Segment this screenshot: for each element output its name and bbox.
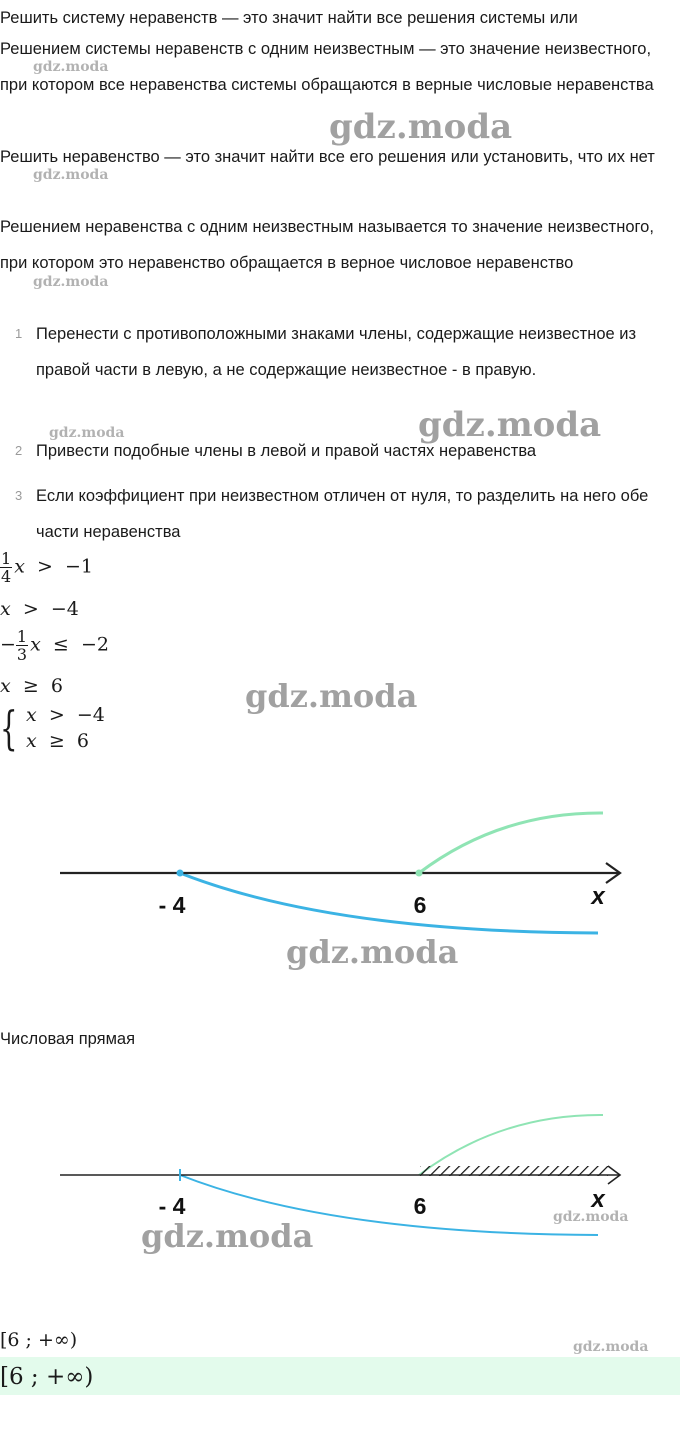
answer-text-highlighted: [6 ; +∞) (0, 1364, 94, 1390)
curly-brace-icon: { (0, 701, 18, 755)
system-row-1 (26, 704, 105, 726)
rhs: 6 (50, 675, 63, 697)
definition-inequality-solution: Решением неравенства с одним неизвестным называется то значение неизвестного, при котором это неравенство обращается в верное числовое неравенство (0, 218, 654, 272)
axis-label: x (591, 883, 605, 910)
watermark: gdz.moda (33, 59, 109, 75)
number-line-caption: Числовая прямая (0, 1030, 136, 1048)
point-marker-a (177, 870, 184, 877)
step-text: Если коэффициент при неизвестном отличен от нуля, то разделить на него обе части неравенства (36, 487, 649, 541)
watermark: gdz.moda (418, 405, 602, 445)
rhs: −1 (65, 555, 94, 578)
variable: x (26, 730, 37, 752)
point-marker-b (416, 870, 423, 877)
rhs: −4 (50, 598, 79, 620)
definition-system-solve: Решить систему неравенств — это значит найти все решения системы или (0, 9, 578, 27)
watermark: gdz.moda (33, 274, 109, 290)
variable: x (0, 675, 11, 697)
point-label-b: 6 (413, 1193, 427, 1219)
point-label-b: 6 (413, 892, 427, 918)
variable: x (0, 598, 11, 620)
answer-text: [6 ; +∞) (0, 1329, 78, 1351)
inequality-1 (0, 550, 93, 585)
numerator: 1 (1, 549, 12, 568)
variable: x (30, 633, 41, 656)
step-number: 2 (15, 443, 23, 458)
variable: x (14, 555, 25, 578)
number-line-diagram-2 (0, 1100, 680, 1250)
inequality-2 (0, 628, 109, 663)
relation: ≤ (52, 633, 69, 656)
step-text: Перенести с противоположными знаками члены, содержащие неизвестное из правой части в левую, а не содержащие неизвестное - в правую. (36, 325, 637, 379)
blue-arc (180, 873, 598, 933)
relation: > (22, 598, 39, 620)
watermark: gdz.moda (141, 1217, 314, 1255)
relation: > (37, 555, 53, 578)
watermark: gdz.moda (329, 107, 513, 147)
fraction (0, 550, 12, 585)
relation: > (48, 704, 65, 726)
denominator: 4 (1, 567, 12, 586)
sign: − (0, 633, 16, 656)
number-line-diagram-1 (0, 800, 680, 950)
watermark: gdz.moda (33, 167, 109, 183)
relation: ≥ (22, 675, 39, 697)
watermark: gdz.moda (553, 1209, 629, 1225)
green-arc (419, 813, 603, 873)
watermark: gdz.moda (49, 425, 125, 441)
axis-label: x (591, 1186, 605, 1213)
point-label-a: - 4 (158, 892, 186, 918)
rhs: −2 (80, 633, 109, 656)
relation: ≥ (48, 730, 65, 752)
numerator: 1 (16, 627, 28, 646)
system-row-2 (26, 730, 89, 752)
green-arc (419, 1115, 603, 1175)
variable: x (26, 704, 37, 726)
step-text: Привести подобные члены в левой и правой частях неравенства (36, 442, 537, 460)
step-number: 3 (15, 488, 23, 503)
watermark: gdz.moda (286, 933, 459, 971)
answer-highlight (0, 1357, 680, 1395)
inequality-1-result (0, 596, 79, 622)
point-label-a: - 4 (158, 1193, 186, 1219)
fraction (16, 628, 28, 663)
watermark: gdz.moda (573, 1339, 649, 1355)
definition-inequality-solve: Решить неравенство — это значит найти все его решения или установить, что их нет (0, 148, 655, 166)
watermark: gdz.moda (245, 677, 418, 715)
rhs: 6 (76, 730, 89, 752)
rhs: −4 (76, 704, 105, 726)
inequality-2-result (0, 673, 63, 699)
definition-system-solution: Решением системы неравенств с одним неизвестным — это значение неизвестного, при котором все неравенства системы обращаются в верные числовые неравенства (0, 40, 654, 94)
step-number: 1 (15, 326, 23, 341)
denominator: 3 (16, 645, 28, 664)
